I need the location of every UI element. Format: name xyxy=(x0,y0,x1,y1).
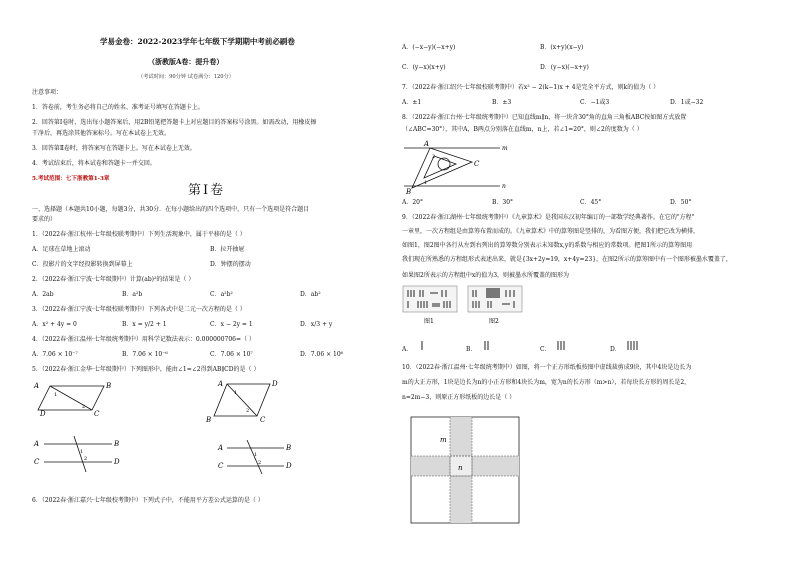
note-item: 4．考试结束后，将本试卷和答题卡一并交回。 xyxy=(32,160,156,167)
option: B．(x+y)(x−y) xyxy=(540,44,584,51)
angle-1: 1 xyxy=(254,452,258,458)
option: A．(−x−y)(−x+y) xyxy=(402,44,456,51)
option: C．−1或3 xyxy=(580,99,610,106)
angle-1: 1 xyxy=(234,390,238,396)
option: B． xyxy=(466,346,477,353)
exam-meta: （考试时间：90分钟 试卷满分：120分） xyxy=(138,74,234,80)
label-c: C xyxy=(474,160,480,168)
option: A．20° xyxy=(402,199,423,206)
question-6: 6．（2022春·浙江嘉兴·七年级校考期中）下列式子中，不能用平方差公式运算的是（ ） xyxy=(32,497,264,504)
option: B．拉开抽屉 xyxy=(210,246,245,253)
rod-option-b xyxy=(482,340,492,352)
label-c: C xyxy=(260,416,266,424)
question-9-cont: 如图1，图2图中各行从左到右列出的算筹数分别表示未知数x,y的系数与相应的常数项。把图1所示的算筹图用 xyxy=(402,242,693,249)
option: D．ab² xyxy=(300,291,321,298)
q5-figure-b xyxy=(214,384,270,416)
question-1: 1．（2022春·浙江杭州·七年级校联考期中）下列生活现象中，属于平移的是（ ） xyxy=(32,231,246,238)
option: C．a²b² xyxy=(210,291,233,298)
option: D．50° xyxy=(670,199,692,206)
label-d: D xyxy=(272,380,278,388)
note-item: 干净后，再选涂其他答案标号。写在本试卷上无效。 xyxy=(32,130,171,137)
question-3: 3．（2022春·浙江宁波·七年级校联考期中）下列各式中是二元一次方程的是（ ） xyxy=(32,306,246,313)
note-item: 2．回答第Ⅰ卷时，选出每小题答案后，用2B铅笔把答题卡上对应题目的答案标号涂黑。如需改动，用橡皮擦 xyxy=(32,119,317,126)
angle-1: 1 xyxy=(424,180,428,186)
section-intro: 一、选择题（本题共10小题，每题3分，共30分．在每小题给出的四个选项中，只有一个选项是符合题目 xyxy=(32,206,310,213)
option: D．(y−x)(−x+y) xyxy=(540,64,589,71)
option: D．x/3 + y xyxy=(300,321,333,328)
question-9: 9．（2022春·浙江湖州·七年级统考期中）《九章算术》是我国东汉初年编订的一部数学经典著作。在它的"方程" xyxy=(402,214,695,221)
q5-figure-c xyxy=(44,436,112,472)
q10-square-figure xyxy=(410,416,522,526)
figure-1-caption: 图1 xyxy=(424,318,434,325)
note-item: 1．答卷前，考生务必将自己的姓名、准考证号填写在答题卡上。 xyxy=(32,104,204,111)
angle-1: 1 xyxy=(54,392,58,398)
option: D． xyxy=(610,346,621,353)
option: B．x = y/2 + 1 xyxy=(122,321,167,328)
rod-option-c xyxy=(556,340,568,352)
section-intro: 要求的） xyxy=(32,216,57,223)
angle-2: 2 xyxy=(432,154,436,160)
q9-figures xyxy=(402,285,532,327)
question-9-cont: 一章里，一次方程组是由算筹布置而成的。《九章算术》中的算筹图是竖排的，为看图方便，我们把它改为横排， xyxy=(402,228,700,235)
question-9-cont: 如果图2所表示的方程组中x的值为3，则被墨水所覆盖的图形为 xyxy=(402,272,570,279)
label-d: D xyxy=(286,462,292,470)
label-b: B xyxy=(114,440,120,448)
label-n: n xyxy=(458,464,463,472)
option: A．2ab xyxy=(32,291,54,298)
angle-2: 2 xyxy=(258,460,262,466)
label-n: n xyxy=(502,183,506,190)
label-a: A xyxy=(218,444,224,452)
option: D．7.06 × 10⁶ xyxy=(300,351,344,358)
option: B．30° xyxy=(492,199,514,206)
label-c: C xyxy=(34,458,40,466)
angle-2: 2 xyxy=(246,408,250,414)
option: D．1或−32 xyxy=(670,99,704,106)
angle-2: 2 xyxy=(82,404,86,410)
label-b: B xyxy=(206,416,212,424)
question-10-cont: m的大正方形，1块是边长为n的小正方形和4块长为m，宽为n的长方形（m>n），若每块长方形的周长是2， xyxy=(402,379,691,386)
exam-title: 学易金卷：2022-2023学年七年级下学期期中考前必刷卷 xyxy=(100,37,295,46)
question-8-cont: （∠ABC=30°），其中A，B两点分别落在直线m，n上，若∠1=20°，则∠2的度数为（ ） xyxy=(402,126,643,133)
label-c: C xyxy=(94,410,100,418)
option: B．±3 xyxy=(492,99,512,106)
label-c: C xyxy=(218,462,224,470)
q5-figure-a xyxy=(38,386,104,410)
question-7: 7．（2022春·浙江绍兴·七年级校联考期中）若x² − 2(k−1)x + 4是完全平方式，则k的值为（ ） xyxy=(402,84,660,91)
option: C．投影片的文字经投影转换到屏幕上 xyxy=(32,261,133,268)
q8-figure xyxy=(402,138,512,196)
option: A．±1 xyxy=(402,99,422,106)
question-10-cont: n=2m−3，则原正方形纸板的边长是（ ） xyxy=(402,394,516,401)
rod-option-d xyxy=(626,340,640,352)
note-item: 3．回答第Ⅱ卷时，将答案写在答题卡上。写在本试卷上无效。 xyxy=(32,145,196,152)
option: A． xyxy=(402,346,413,353)
label-a: A xyxy=(34,440,40,448)
option: B．7.06 × 10⁻⁶ xyxy=(122,351,168,358)
option: D．钟摆的摆动 xyxy=(210,261,251,268)
label-d: D xyxy=(40,410,46,418)
triangle-abc xyxy=(412,148,472,188)
figure-2-caption: 图2 xyxy=(489,318,499,325)
q5-figures xyxy=(32,378,392,488)
label-b: B xyxy=(106,382,112,390)
question-8: 8．（2022春·浙江台州·七年级统考期中）已知直线m∥n，将一块含30°角的直角三角板ABC按如图方式放置 xyxy=(402,114,687,121)
label-d: D xyxy=(114,458,120,466)
option: A．7.06 × 10⁻⁷ xyxy=(32,351,78,358)
question-2: 2．（2022春·浙江宁波·七年级期中）计算(ab)²的结果是（ ） xyxy=(32,276,195,283)
label-b: B xyxy=(406,188,412,196)
label-m: m xyxy=(440,436,447,444)
option: C．x − 2y = 1 xyxy=(210,321,253,328)
option: C．(y−x)(x+y) xyxy=(402,64,446,71)
option: C． xyxy=(540,346,551,353)
question-5: 5．（2022春·浙江金华·七年级期中）下列图形中，能由∠1=∠2得到AB∥CD的是（ ） xyxy=(32,366,260,373)
rod-figure-1 xyxy=(403,286,457,312)
label-a: A xyxy=(34,382,40,390)
angle-2: 2 xyxy=(84,456,88,462)
angle-1: 1 xyxy=(80,449,84,455)
section-title: 第Ⅰ卷 xyxy=(188,183,226,198)
option: A．足球在草地上滚动 xyxy=(32,246,91,253)
option: B．a²b xyxy=(122,291,143,298)
exam-subtitle: （浙教版A卷：提升卷） xyxy=(148,57,224,66)
notes-heading: 注意事项： xyxy=(32,89,63,96)
question-9-cont: 我们现在所熟悉的方程组形式表述出来，就是{3x+2y=19，x+4y=23}，在图2所示的算筹图中有一个图形被墨水覆盖了， xyxy=(402,256,732,263)
ink-blot xyxy=(486,288,500,298)
option: C．45° xyxy=(580,199,602,206)
option: C．7.06 × 10⁷ xyxy=(210,351,253,358)
question-4: 4．（2022春·浙江温州·七年级统考期中）用科学记数法表示：0.000000706=（ ） xyxy=(32,336,255,343)
option: A．x² + 4y = 0 xyxy=(32,321,77,328)
label-b: B xyxy=(286,444,292,452)
rod-option-a xyxy=(418,340,428,352)
label-a: A xyxy=(218,380,224,388)
exam-scope: 5.考试范围：七下浙教第1-3章 xyxy=(32,176,110,182)
label-a: A xyxy=(424,140,430,148)
question-10: 10．（2022春·浙江温州·七年级统考期中）如图，将一个正方形纸板按图中虚线裁剪成9块，其中4块是边长为 xyxy=(402,364,692,371)
label-m: m xyxy=(502,145,508,152)
